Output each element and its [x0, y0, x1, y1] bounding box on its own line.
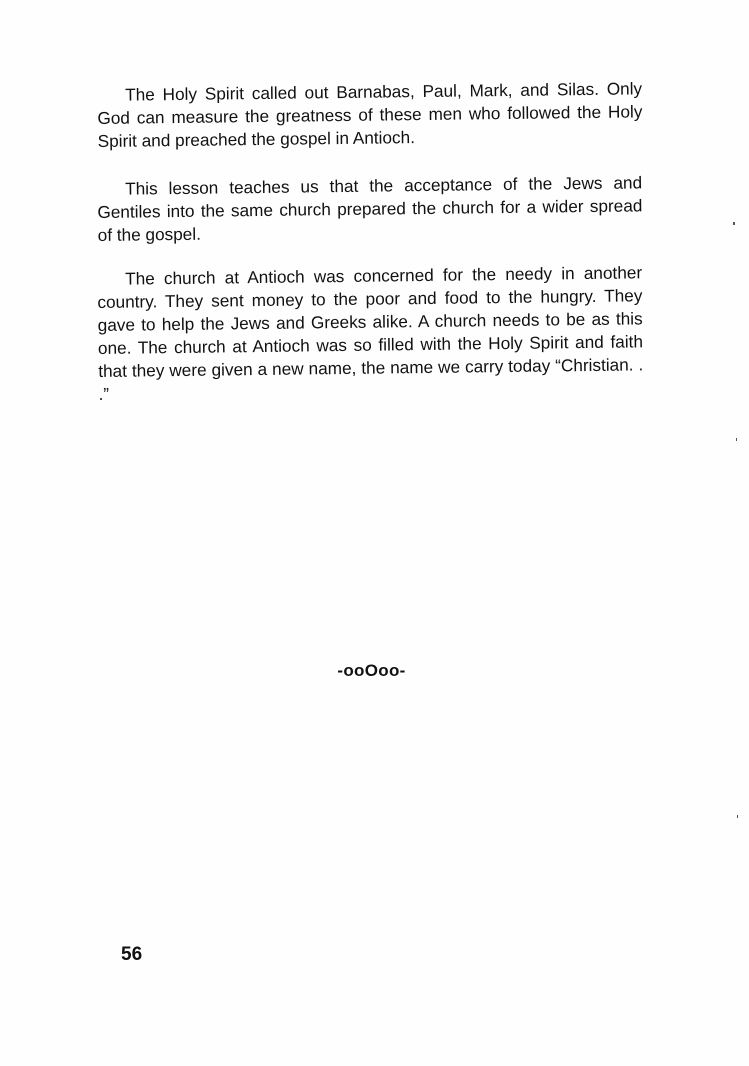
section-separator — [0, 661, 749, 681]
scan-speck — [736, 438, 737, 441]
page-number: 56 — [121, 944, 143, 965]
paragraph-3: The church at Antioch was concerned for the needy in another country. They sent money to the poor and food to the hungry. They gave to help the Jews and Greeks alike. A church needs to be as this one. The church at Antioch was so filled with the Holy Spirit and faith that they were given a new name, the name we carry today “Christian. . .” — [97, 262, 644, 404]
scan-speck — [737, 815, 738, 818]
paragraph-2: This lesson teaches us that the acceptance of the Jews and Gentiles into the same church prepared the church for a wider spread of the gospel. — [97, 172, 643, 245]
scan-speck — [733, 222, 735, 225]
paragraph-1: The Holy Spirit called out Barnabas, Paul, Mark, and Silas. Only God can measure the greatness of these men who followed the Holy Spirit and preached the gospel in Antioch. — [97, 78, 643, 151]
separator-text: -ooOoo- — [337, 661, 406, 680]
